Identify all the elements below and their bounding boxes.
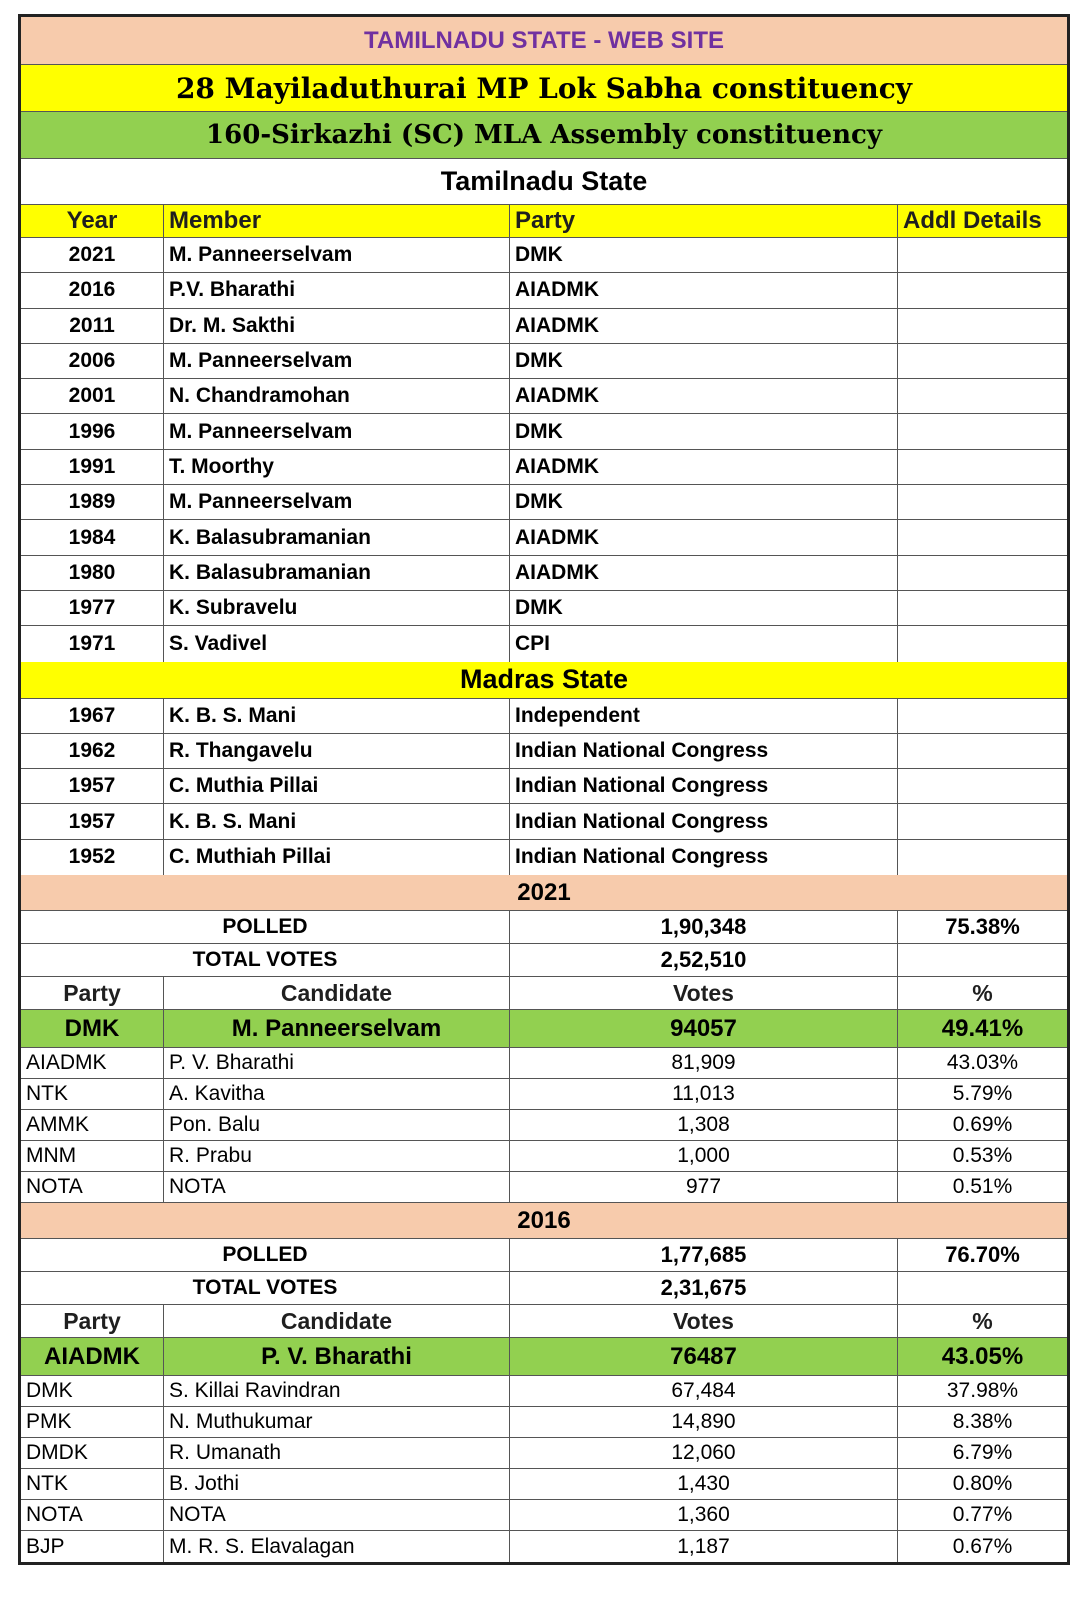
candidate-percent: 5.79% (952, 1082, 1013, 1106)
candidate-percent: 0.51% (952, 1175, 1013, 1199)
member-addl-details (898, 485, 1067, 519)
candidate-party: NTK (21, 1079, 164, 1109)
candidate-percent: 0.67% (952, 1534, 1013, 1558)
winner-votes: 94057 (510, 1010, 898, 1047)
member-party: DMK (510, 485, 898, 519)
candidate-row (21, 1172, 1067, 1203)
member-addl-details (898, 591, 1067, 625)
candidate-name: Pon. Balu (164, 1110, 510, 1140)
member-name: K. B. S. Mani (164, 699, 510, 733)
candidate-party: DMK (21, 1376, 164, 1406)
member-party: DMK (510, 344, 898, 378)
candidate-col-header: Candidate (164, 1305, 510, 1337)
member-row (21, 520, 1067, 555)
member-addl-details (898, 804, 1067, 838)
candidate-row (21, 1376, 1067, 1407)
candidate-party: PMK (21, 1407, 164, 1437)
candidate-name: A. Kavitha (164, 1079, 510, 1109)
party-col-header: Party (21, 977, 164, 1009)
total-votes-empty (898, 1272, 1067, 1304)
candidate-name: R. Prabu (164, 1141, 510, 1171)
member-party: AIADMK (510, 309, 898, 343)
member-row (21, 804, 1067, 839)
candidate-percent: 0.69% (952, 1113, 1013, 1137)
member-year: 2021 (21, 238, 164, 272)
total-votes-label: TOTAL VOTES (21, 1272, 510, 1304)
polled-label: POLLED (21, 911, 510, 943)
member-year: 1967 (21, 699, 164, 733)
candidate-votes: 1,000 (510, 1141, 898, 1171)
member-year: 1977 (21, 591, 164, 625)
member-row (21, 344, 1067, 379)
candidate-percent: 43.03% (946, 1051, 1019, 1075)
candidate-name: B. Jothi (164, 1469, 510, 1499)
member-row (21, 734, 1067, 769)
polled-value: 1,77,685 (510, 1239, 898, 1271)
member-party: AIADMK (510, 273, 898, 307)
member-row (21, 699, 1067, 734)
member-party: AIADMK (510, 450, 898, 484)
member-addl-details (898, 734, 1067, 768)
member-name: P.V. Bharathi (164, 273, 510, 307)
member-name: N. Chandramohan (164, 379, 510, 413)
winner-row (21, 1338, 1067, 1376)
candidate-votes: 1,360 (510, 1500, 898, 1530)
member-name: M. Panneerselvam (164, 344, 510, 378)
candidate-percent: 37.98% (946, 1379, 1019, 1403)
member-addl-details (898, 840, 1067, 875)
candidate-party: AIADMK (21, 1048, 164, 1078)
mp-constituency-title: 28 Mayiladuthurai MP Lok Sabha constituency (175, 71, 913, 105)
member-row (21, 591, 1067, 626)
member-party: Indian National Congress (510, 769, 898, 803)
candidate-name: N. Muthukumar (164, 1407, 510, 1437)
constituency-sheet (18, 14, 1070, 1565)
total-votes-label: TOTAL VOTES (21, 944, 510, 976)
total-votes-row (21, 1272, 1067, 1305)
winner-candidate: P. V. Bharathi (164, 1338, 510, 1375)
candidate-votes: 81,909 (510, 1048, 898, 1078)
member-party: CPI (510, 626, 898, 661)
member-row (21, 379, 1067, 414)
member-year: 1962 (21, 734, 164, 768)
candidate-col-header: Candidate (164, 977, 510, 1009)
election-year: 2021 (517, 878, 571, 906)
polled-row (21, 1239, 1067, 1272)
candidate-party: AMMK (21, 1110, 164, 1140)
member-row (21, 840, 1067, 875)
member-party: AIADMK (510, 556, 898, 590)
candidate-row (21, 1531, 1067, 1562)
candidate-votes: 1,430 (510, 1469, 898, 1499)
candidate-party: NOTA (21, 1500, 164, 1530)
member-party: Indian National Congress (510, 734, 898, 768)
member-name: Dr. M. Sakthi (164, 309, 510, 343)
candidate-row (21, 1048, 1067, 1079)
member-row (21, 273, 1067, 308)
candidate-name: S. Killai Ravindran (164, 1376, 510, 1406)
member-row (21, 626, 1067, 661)
member-year: 1957 (21, 804, 164, 838)
winner-percent: 43.05% (941, 1342, 1024, 1370)
candidate-votes: 12,060 (510, 1438, 898, 1468)
winner-row (21, 1010, 1067, 1048)
winner-percent: 49.41% (941, 1014, 1024, 1042)
member-name: T. Moorthy (164, 450, 510, 484)
tamilnadu-members-list (21, 238, 1067, 662)
member-row (21, 485, 1067, 520)
member-year: 1996 (21, 414, 164, 448)
member-party: DMK (510, 591, 898, 625)
member-name: K. Subravelu (164, 591, 510, 625)
candidate-votes: 1,308 (510, 1110, 898, 1140)
member-year: 1980 (21, 556, 164, 590)
mla-constituency-title: 160-Sirkazhi (SC) MLA Assembly constituency (206, 120, 882, 150)
election-year-row (21, 1203, 1067, 1239)
candidate-row (21, 1469, 1067, 1500)
candidate-row (21, 1500, 1067, 1531)
winner-party: DMK (21, 1010, 164, 1047)
madras-heading: Madras State (459, 664, 629, 695)
candidate-name: NOTA (164, 1500, 510, 1530)
votes-col-header: Votes (510, 977, 898, 1009)
candidate-votes: 977 (510, 1172, 898, 1202)
member-name: M. Panneerselvam (164, 414, 510, 448)
member-addl-details (898, 450, 1067, 484)
member-addl-details (898, 769, 1067, 803)
member-row (21, 556, 1067, 591)
candidate-percent: 0.80% (952, 1472, 1013, 1496)
member-year: 2001 (21, 379, 164, 413)
candidate-percent: 0.77% (952, 1503, 1013, 1527)
candidate-party: BJP (21, 1531, 164, 1562)
candidate-party: DMDK (21, 1438, 164, 1468)
election-year-row (21, 875, 1067, 911)
member-name: K. Balasubramanian (164, 556, 510, 590)
member-name: M. Panneerselvam (164, 485, 510, 519)
member-addl-details (898, 344, 1067, 378)
madras-members-list (21, 699, 1067, 875)
member-addl-details (898, 556, 1067, 590)
year-header: Year (21, 205, 164, 237)
tamilnadu-heading-row (21, 159, 1067, 205)
member-year: 1991 (21, 450, 164, 484)
member-party: Indian National Congress (510, 840, 898, 875)
member-addl-details (898, 238, 1067, 272)
member-header-row (21, 205, 1067, 238)
madras-heading-row (21, 662, 1067, 699)
member-addl-details (898, 379, 1067, 413)
candidate-name: P. V. Bharathi (164, 1048, 510, 1078)
candidate-party: MNM (21, 1141, 164, 1171)
member-year: 2006 (21, 344, 164, 378)
total-votes-empty (898, 944, 1067, 976)
candidate-row (21, 1438, 1067, 1469)
member-party: DMK (510, 414, 898, 448)
member-row (21, 309, 1067, 344)
polled-percent: 75.38% (945, 914, 1020, 940)
election-year: 2016 (517, 1206, 571, 1234)
party-header: Party (510, 205, 898, 237)
candidate-votes: 11,013 (510, 1079, 898, 1109)
member-row (21, 238, 1067, 273)
polled-row (21, 911, 1067, 944)
member-addl-details (898, 309, 1067, 343)
member-name: S. Vadivel (164, 626, 510, 661)
candidate-votes: 14,890 (510, 1407, 898, 1437)
member-name: M. Panneerselvam (164, 238, 510, 272)
total-votes-row (21, 944, 1067, 977)
member-addl-details (898, 414, 1067, 448)
total-votes-value: 2,31,675 (510, 1272, 898, 1304)
candidate-percent: 8.38% (952, 1410, 1013, 1434)
member-party: DMK (510, 238, 898, 272)
member-party: Indian National Congress (510, 804, 898, 838)
candidate-row (21, 1079, 1067, 1110)
party-col-header: Party (21, 1305, 164, 1337)
member-addl-details (898, 273, 1067, 307)
member-party: Independent (510, 699, 898, 733)
candidate-votes: 1,187 (510, 1531, 898, 1562)
addl-details-header: Addl Details (903, 207, 1042, 234)
polled-label: POLLED (21, 1239, 510, 1271)
candidate-row (21, 1110, 1067, 1141)
result-header-row (21, 1305, 1067, 1338)
member-addl-details (898, 699, 1067, 733)
member-year: 1957 (21, 769, 164, 803)
polled-percent: 76.70% (945, 1242, 1020, 1268)
member-name: K. Balasubramanian (164, 520, 510, 554)
member-year: 1952 (21, 840, 164, 875)
site-title-row (21, 17, 1067, 65)
member-name: C. Muthiah Pillai (164, 840, 510, 875)
mp-constituency-row (21, 65, 1067, 112)
candidate-party: NOTA (21, 1172, 164, 1202)
member-party: AIADMK (510, 379, 898, 413)
candidate-name: NOTA (164, 1172, 510, 1202)
percent-col-header: % (972, 979, 993, 1006)
member-name: K. B. S. Mani (164, 804, 510, 838)
member-year: 2016 (21, 273, 164, 307)
total-votes-value: 2,52,510 (510, 944, 898, 976)
percent-col-header: % (972, 1307, 993, 1334)
member-header: Member (164, 205, 510, 237)
member-party: AIADMK (510, 520, 898, 554)
candidate-name: R. Umanath (164, 1438, 510, 1468)
tamilnadu-heading: Tamilnadu State (440, 166, 648, 196)
candidate-name: M. R. S. Elavalagan (164, 1531, 510, 1562)
candidate-row (21, 1407, 1067, 1438)
candidate-percent: 0.53% (952, 1144, 1013, 1168)
candidate-row (21, 1141, 1067, 1172)
polled-value: 1,90,348 (510, 911, 898, 943)
winner-party: AIADMK (21, 1338, 164, 1375)
member-addl-details (898, 626, 1067, 661)
site-title: TAMILNADU STATE - WEB SITE (364, 26, 724, 54)
member-year: 1989 (21, 485, 164, 519)
candidate-percent: 6.79% (952, 1441, 1013, 1465)
election-results (21, 875, 1067, 1562)
member-name: C. Muthia Pillai (164, 769, 510, 803)
result-header-row (21, 977, 1067, 1010)
votes-col-header: Votes (510, 1305, 898, 1337)
member-name: R. Thangavelu (164, 734, 510, 768)
member-row (21, 450, 1067, 485)
candidate-votes: 67,484 (510, 1376, 898, 1406)
member-year: 2011 (21, 309, 164, 343)
candidate-party: NTK (21, 1469, 164, 1499)
winner-votes: 76487 (510, 1338, 898, 1375)
member-row (21, 769, 1067, 804)
member-addl-details (898, 520, 1067, 554)
mla-constituency-row (21, 112, 1067, 159)
winner-candidate: M. Panneerselvam (164, 1010, 510, 1047)
member-year: 1984 (21, 520, 164, 554)
member-row (21, 414, 1067, 449)
member-year: 1971 (21, 626, 164, 661)
